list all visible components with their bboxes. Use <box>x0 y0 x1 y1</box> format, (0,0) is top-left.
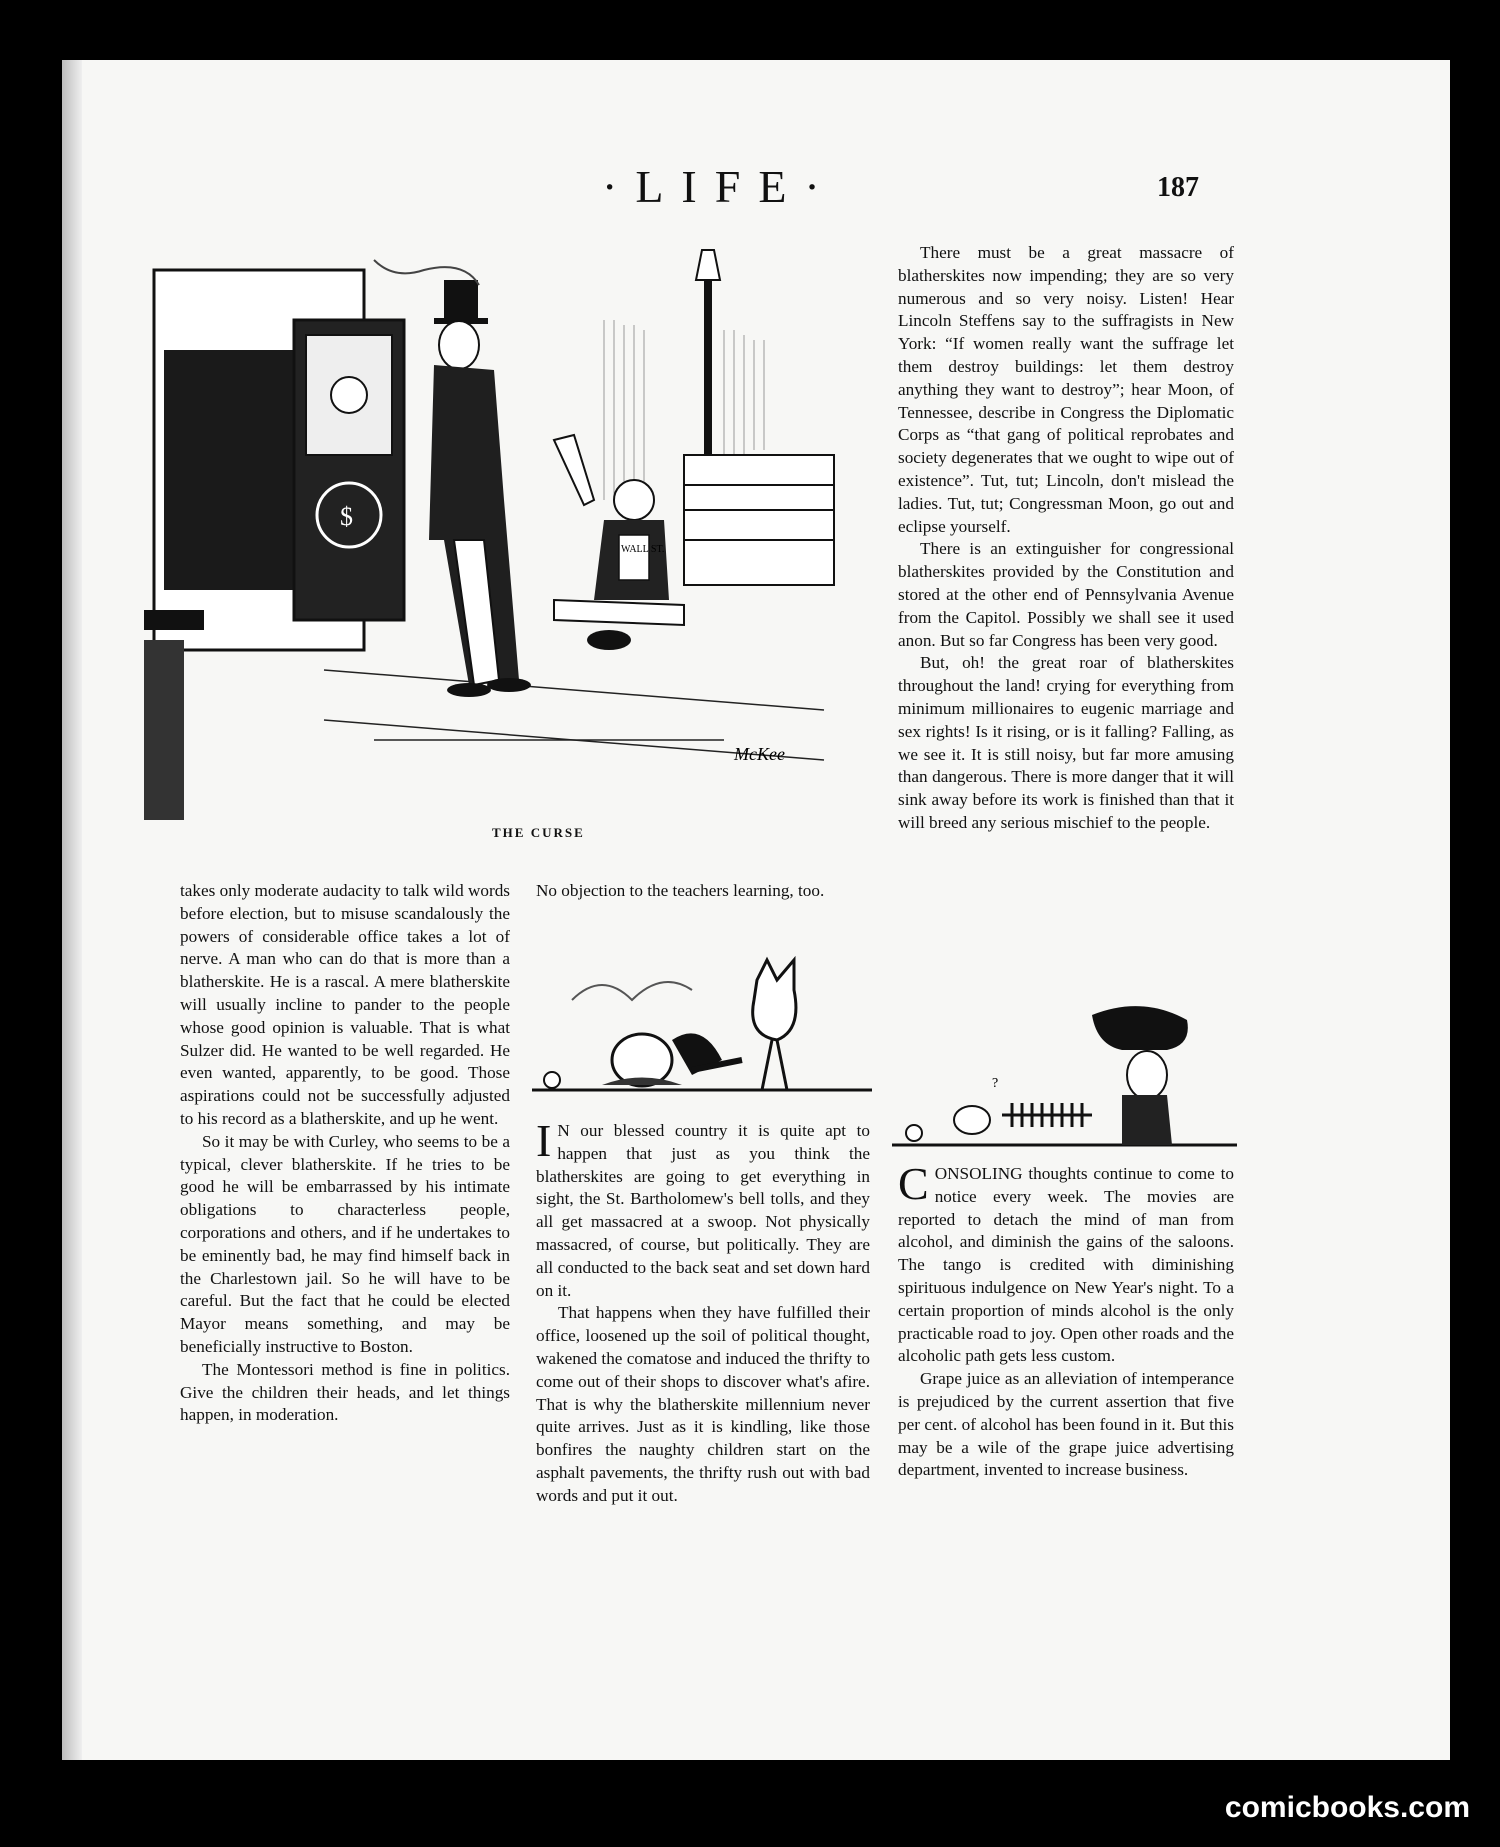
page-number: 187 <box>1157 172 1199 203</box>
masthead: ·LIFE· <box>602 161 838 212</box>
drop-cap: C <box>898 1158 929 1209</box>
paragraph: Grape juice as an alleviation of intemperance is prejudiced by the current assertion that five per cent. of alcohol has been found in it. But this may be a wile of the grape juice advertising department, invented to increase business. <box>898 1369 1234 1480</box>
column-2-top <box>536 880 870 903</box>
paragraph: No objection to the teachers learning, too. <box>536 881 825 900</box>
paragraph: But, oh! the great roar of blatherskites throughout the land! crying for everything from minimum millionaires to eugenic marriage and sex rights! Is it rising, or is it falling? Falling, as we see it. It is still noisy, but far more amusing than dangerous. There is more danger that it will sink away before its work is finished than that it will breed any serious mischief to the people. <box>898 653 1234 832</box>
watermark: comicbooks.com <box>1224 1791 1470 1824</box>
column-1 <box>180 880 510 1427</box>
drop-cap: I <box>536 1115 552 1166</box>
paragraph: So it may be with Curley, who seems to be a typical, clever blatherskite. If he tries to be good he will be embarrassed by his intimate obligations to characterless people, corporations and others, and if he undertakes to be eminently bad, he may find himself back in the Charlestown jail. So he will have to be careful. But the fact that he could be elected Mayor means something, and may be beneficially instructive to Boston. <box>180 1131 510 1356</box>
saw-figure-cartoon <box>892 995 1237 1155</box>
paragraph <box>536 1115 870 1302</box>
svg-text:?: ? <box>992 1076 999 1091</box>
paragraph: That happens when they have fulfilled their office, loosened up the soil of political thought, wakened the comatose and induced the thrifty to come out of their shops to discover what's afire. That is why the blatherskite millennium never quite arrives. Just as it is kindling, like those bonfires the naughty children start on the asphalt pavements, the thrifty rush out with bad words and put it out. <box>536 1303 870 1505</box>
column-3 <box>898 242 1234 835</box>
magazine-page <box>62 60 1450 1760</box>
page-gutter <box>62 60 82 1760</box>
wall-st-sign: WALL ST. <box>621 544 665 555</box>
column-2 <box>536 1115 870 1508</box>
paragraph: There must be a great massacre of blatherskites now impending; they are so very numerous and so very noisy. Listen! Hear Lincoln Steffens say to the suffragists in New York: “If women really want the suffrage let them destroy buildings: let them destroy anything they want to destroy”; hear Moon, of Tennessee, describe in Congress the Diplomatic Corps as “that gang of political reprobates and society degenerates that we ought to wipe out of existence”. Tut, tut; Lincoln, don't mislead the ladies. Tut, tut; Congressman Moon, go out and eclipse yourself. <box>898 243 1234 536</box>
paragraph-text: ONSOLING thoughts continue to come to notice every week. The movies are reported to detach the mind of man from alcohol, and diminish the gains of the saloons. The tango is credited with diminishing spirituous indulgence on New Year's night. To a certain proportion of minds alcohol is the only practicable road to joy. Open other roads and the alcoholic path gets less custom. <box>898 1164 1234 1366</box>
paragraph <box>898 1158 1234 1368</box>
svg-text:$: $ <box>340 502 353 531</box>
paragraph: The Montessori method is fine in politics. Give the children their heads, and let things happen, in moderation. <box>180 1359 510 1425</box>
paragraph: There is an extinguisher for congressional blatherskites provided by the Constitution and stored at the other end of Pennsylvania Avenue from the Capitol. Possibly we shall see it used anon. But so far Congress has been very good. <box>898 539 1234 650</box>
paragraph-text: N our blessed country it is quite apt to happen that just as you think the blatherskites are going to get everything in sight, the St. Bartholomew's bell tolls, and they all get massacred at a swoop. Not physically massacred, of course, but politically. They are all conducted to the back seat and set down hard on it. <box>536 1121 870 1300</box>
cartoonist-signature: McKee <box>734 744 785 764</box>
paragraph: takes only moderate audacity to talk wild words before election, but to misuse scandalously the powers of considerable office takes a lot of nerve. A man who can do that is more than a blatherskite. He is a rascal. A mere blatherskite will usually incline to pander to the people whose good opinion is valuable. That is what Sulzer did. He wanted to be well regarded. He even wanted, apparently, to be good. Those aspirations could not be successfully adjusted to his record as a blatherskite, and up he went. <box>180 881 510 1128</box>
main-cartoon <box>124 240 884 820</box>
column-3-bottom <box>898 1158 1234 1482</box>
cartoon-caption: THE CURSE <box>492 825 585 840</box>
devil-bonfire-cartoon <box>532 940 872 1110</box>
